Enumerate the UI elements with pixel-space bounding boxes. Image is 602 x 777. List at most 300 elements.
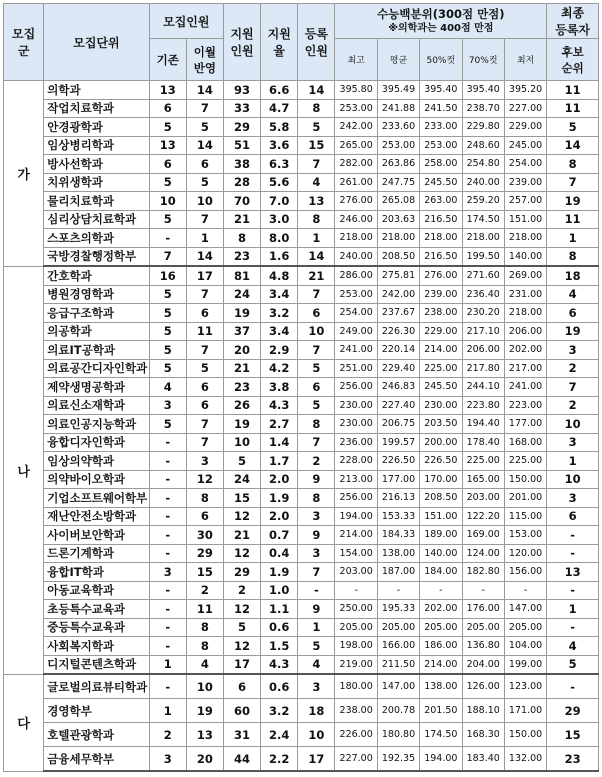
- enrolled-cell: 1: [298, 229, 335, 248]
- csat-p50-cell: 186.00: [420, 637, 462, 656]
- applicants-cell: 5: [223, 452, 260, 471]
- csat-avg-cell: 237.67: [377, 304, 419, 323]
- enrolled-cell: 2: [298, 452, 335, 471]
- rank-cell: 5: [547, 118, 599, 137]
- unit-cell: 의료인공지능학과: [44, 415, 149, 434]
- csat-max-cell: 253.00: [335, 99, 377, 118]
- enrolled-cell: 5: [298, 637, 335, 656]
- quota-base-cell: 5: [149, 304, 186, 323]
- csat-max-cell: 236.00: [335, 433, 377, 452]
- csat-p70-cell: 206.00: [462, 341, 504, 360]
- csat-max-cell: 282.00: [335, 155, 377, 174]
- csat-p50-cell: 208.50: [420, 489, 462, 508]
- applicants-cell: 15: [223, 489, 260, 508]
- enrolled-cell: 14: [298, 247, 335, 266]
- csat-min-cell: 171.00: [504, 699, 546, 723]
- quota-carry-cell: 17: [186, 266, 223, 285]
- unit-cell: 방사선학과: [44, 155, 149, 174]
- csat-max-cell: 226.00: [335, 723, 377, 747]
- csat-p50-cell: 245.50: [420, 173, 462, 192]
- rank-cell: 2: [547, 396, 599, 415]
- csat-p50-cell: 214.00: [420, 341, 462, 360]
- csat-min-cell: 227.00: [504, 99, 546, 118]
- csat-avg-cell: 242.00: [377, 285, 419, 304]
- enrolled-cell: 6: [298, 378, 335, 397]
- csat-min-cell: 218.00: [504, 304, 546, 323]
- quota-base-cell: 2: [149, 723, 186, 747]
- csat-min-cell: 395.20: [504, 81, 546, 100]
- csat-max-cell: 254.00: [335, 304, 377, 323]
- enrolled-cell: 1: [298, 618, 335, 637]
- quota-carry-cell: 14: [186, 136, 223, 155]
- applicants-cell: 44: [223, 747, 260, 772]
- applicants-cell: 51: [223, 136, 260, 155]
- csat-min-cell: 223.00: [504, 396, 546, 415]
- csat-p70-cell: 218.00: [462, 229, 504, 248]
- csat-max-cell: 261.00: [335, 173, 377, 192]
- rate-cell: 0.7: [261, 526, 298, 545]
- csat-p70-cell: 395.40: [462, 81, 504, 100]
- quota-carry-cell: 7: [186, 433, 223, 452]
- enrolled-cell: 9: [298, 526, 335, 545]
- csat-p50-cell: 216.50: [420, 210, 462, 229]
- csat-col-avg: 평균: [377, 39, 419, 81]
- csat-min-cell: 120.00: [504, 544, 546, 563]
- csat-max-cell: 286.00: [335, 266, 377, 285]
- csat-min-cell: 269.00: [504, 266, 546, 285]
- enrolled-cell: 9: [298, 600, 335, 619]
- enrolled-cell: 7: [298, 341, 335, 360]
- rate-cell: 4.8: [261, 266, 298, 285]
- quota-carry-cell: 6: [186, 396, 223, 415]
- table-row: [4, 396, 599, 415]
- rank-cell: 13: [547, 563, 599, 582]
- csat-p70-cell: 122.20: [462, 507, 504, 526]
- table-row: [4, 99, 599, 118]
- rank-cell: 4: [547, 285, 599, 304]
- rank-cell: -: [547, 581, 599, 600]
- csat-avg-cell: 265.08: [377, 192, 419, 211]
- csat-max-cell: 180.00: [335, 674, 377, 699]
- csat-p50-cell: 138.00: [420, 674, 462, 699]
- csat-avg-cell: 218.00: [377, 229, 419, 248]
- csat-min-cell: 153.00: [504, 526, 546, 545]
- csat-avg-cell: 216.13: [377, 489, 419, 508]
- rank-cell: 7: [547, 173, 599, 192]
- csat-min-cell: 202.00: [504, 341, 546, 360]
- applicants-cell: 6: [223, 674, 260, 699]
- enrolled-cell: 6: [298, 304, 335, 323]
- quota-base-cell: 4: [149, 378, 186, 397]
- quota-carry-cell: 15: [186, 563, 223, 582]
- rate-cell: 1.7: [261, 452, 298, 471]
- csat-note: ※의학과는 400점 만점: [388, 22, 494, 34]
- csat-min-cell: 254.00: [504, 155, 546, 174]
- csat-max-cell: 219.00: [335, 655, 377, 674]
- table-row: [4, 285, 599, 304]
- unit-cell: 사회복지학과: [44, 637, 149, 656]
- table-row: [4, 229, 599, 248]
- rate-cell: 4.3: [261, 396, 298, 415]
- unit-cell: 제약생명공학과: [44, 378, 149, 397]
- csat-p70-cell: 217.80: [462, 359, 504, 378]
- csat-min-cell: -: [504, 581, 546, 600]
- quota-base-cell: 6: [149, 99, 186, 118]
- table-row: [4, 304, 599, 323]
- csat-avg-cell: 205.00: [377, 618, 419, 637]
- csat-avg-cell: 166.00: [377, 637, 419, 656]
- enrolled-cell: 5: [298, 118, 335, 137]
- csat-max-cell: 240.00: [335, 247, 377, 266]
- unit-cell: 스포츠의학과: [44, 229, 149, 248]
- csat-max-cell: 251.00: [335, 359, 377, 378]
- enrolled-header: 등록 인원: [298, 4, 335, 81]
- rate-cell: 2.2: [261, 747, 298, 772]
- unit-cell: 응급구조학과: [44, 304, 149, 323]
- csat-title: 수능백분위(300점 만점): [377, 6, 505, 21]
- rate-cell: 6.6: [261, 81, 298, 100]
- csat-avg-cell: 275.81: [377, 266, 419, 285]
- table-row: [4, 544, 599, 563]
- table-row: [4, 747, 599, 772]
- unit-cell: 융합IT학과: [44, 563, 149, 582]
- rank-cell: 2: [547, 359, 599, 378]
- table-row: [4, 359, 599, 378]
- enrolled-cell: 3: [298, 544, 335, 563]
- rate-header: 지원 율: [261, 4, 298, 81]
- csat-max-cell: -: [335, 581, 377, 600]
- table-row: [4, 489, 599, 508]
- rate-cell: 5.8: [261, 118, 298, 137]
- csat-p70-cell: 126.00: [462, 674, 504, 699]
- csat-p50-cell: 229.00: [420, 322, 462, 341]
- quota-base-cell: -: [149, 507, 186, 526]
- rank-cell: 5: [547, 655, 599, 674]
- csat-min-cell: 147.00: [504, 600, 546, 619]
- applicants-cell: 24: [223, 470, 260, 489]
- csat-p70-cell: 124.00: [462, 544, 504, 563]
- csat-p50-cell: 205.00: [420, 618, 462, 637]
- quota-base-cell: 5: [149, 173, 186, 192]
- csat-avg-cell: -: [377, 581, 419, 600]
- csat-p50-cell: -: [420, 581, 462, 600]
- csat-min-cell: 245.00: [504, 136, 546, 155]
- csat-p70-cell: 271.60: [462, 266, 504, 285]
- unit-cell: 작업치료학과: [44, 99, 149, 118]
- csat-p70-cell: 240.00: [462, 173, 504, 192]
- unit-cell: 융합디자인학과: [44, 433, 149, 452]
- table-row: [4, 155, 599, 174]
- rate-cell: 3.0: [261, 210, 298, 229]
- csat-p50-cell: 395.40: [420, 81, 462, 100]
- rank-cell: 14: [547, 136, 599, 155]
- rate-cell: 4.2: [261, 359, 298, 378]
- quota-base-cell: -: [149, 600, 186, 619]
- enrolled-cell: 7: [298, 433, 335, 452]
- csat-min-cell: 104.00: [504, 637, 546, 656]
- final-header: 최종 등록자: [547, 4, 599, 39]
- csat-max-cell: 198.00: [335, 637, 377, 656]
- unit-header: 모집단위: [44, 4, 149, 81]
- quota-carry-cell: 5: [186, 118, 223, 137]
- quota-base-cell: 5: [149, 210, 186, 229]
- csat-p70-cell: 178.40: [462, 433, 504, 452]
- enrolled-cell: 7: [298, 155, 335, 174]
- rank-cell: 23: [547, 747, 599, 772]
- quota-carry-cell: 5: [186, 173, 223, 192]
- rank-cell: 8: [547, 247, 599, 266]
- csat-p50-cell: 233.00: [420, 118, 462, 137]
- csat-avg-cell: 226.30: [377, 322, 419, 341]
- applicants-cell: 12: [223, 507, 260, 526]
- quota-base-cell: -: [149, 229, 186, 248]
- rate-cell: 2.9: [261, 341, 298, 360]
- quota-carry-cell: 19: [186, 699, 223, 723]
- csat-avg-cell: 187.00: [377, 563, 419, 582]
- applicants-cell: 37: [223, 322, 260, 341]
- rank-cell: 3: [547, 489, 599, 508]
- unit-cell: 임상병리학과: [44, 136, 149, 155]
- enrolled-cell: 4: [298, 655, 335, 674]
- csat-p70-cell: 136.80: [462, 637, 504, 656]
- csat-min-cell: 132.00: [504, 747, 546, 772]
- enrolled-cell: 8: [298, 210, 335, 229]
- csat-avg-cell: 184.33: [377, 526, 419, 545]
- csat-p50-cell: 174.50: [420, 723, 462, 747]
- unit-cell: 금융세무학부: [44, 747, 149, 772]
- admission-results-table: [3, 3, 599, 772]
- csat-min-cell: 239.00: [504, 173, 546, 192]
- table-row: [4, 433, 599, 452]
- applicants-cell: 31: [223, 723, 260, 747]
- csat-min-cell: 156.00: [504, 563, 546, 582]
- csat-p70-cell: 182.80: [462, 563, 504, 582]
- quota-carry-cell: 4: [186, 655, 223, 674]
- applicants-cell: 12: [223, 637, 260, 656]
- applicants-cell: 2: [223, 581, 260, 600]
- enrolled-cell: 8: [298, 99, 335, 118]
- applicants-cell: 21: [223, 359, 260, 378]
- quota-carry-cell: 10: [186, 674, 223, 699]
- applicants-cell: 26: [223, 396, 260, 415]
- enrolled-cell: 7: [298, 285, 335, 304]
- csat-p70-cell: 217.10: [462, 322, 504, 341]
- unit-cell: 호텔관광학과: [44, 723, 149, 747]
- csat-max-cell: 395.80: [335, 81, 377, 100]
- applicants-cell: 8: [223, 229, 260, 248]
- csat-p50-cell: 241.50: [420, 99, 462, 118]
- quota-base-cell: 3: [149, 563, 186, 582]
- csat-min-cell: 225.00: [504, 452, 546, 471]
- quota-carry-cell: 8: [186, 618, 223, 637]
- csat-max-cell: 227.00: [335, 747, 377, 772]
- csat-min-cell: 205.00: [504, 618, 546, 637]
- rank-cell: 10: [547, 415, 599, 434]
- unit-cell: 병원경영학과: [44, 285, 149, 304]
- csat-p50-cell: 201.50: [420, 699, 462, 723]
- csat-avg-cell: 226.50: [377, 452, 419, 471]
- csat-min-cell: 168.00: [504, 433, 546, 452]
- table-row: [4, 266, 599, 285]
- rate-cell: 0.6: [261, 618, 298, 637]
- unit-cell: 디지털콘텐츠학과: [44, 655, 149, 674]
- quota-base-cell: -: [149, 452, 186, 471]
- quota-base-cell: -: [149, 637, 186, 656]
- csat-p70-cell: 188.10: [462, 699, 504, 723]
- quota-carry-cell: 7: [186, 285, 223, 304]
- csat-p50-cell: 200.00: [420, 433, 462, 452]
- rate-cell: 1.4: [261, 433, 298, 452]
- csat-min-cell: 123.00: [504, 674, 546, 699]
- table-row: [4, 563, 599, 582]
- unit-cell: 의료IT공학과: [44, 341, 149, 360]
- csat-min-cell: 115.00: [504, 507, 546, 526]
- rank-cell: 10: [547, 470, 599, 489]
- csat-avg-cell: 177.00: [377, 470, 419, 489]
- quota-base-cell: 5: [149, 322, 186, 341]
- applicants-cell: 60: [223, 699, 260, 723]
- applicants-cell: 5: [223, 618, 260, 637]
- rank-cell: 19: [547, 192, 599, 211]
- rate-cell: 4.7: [261, 99, 298, 118]
- table-body: [4, 81, 599, 772]
- unit-cell: 의료공간디자인학과: [44, 359, 149, 378]
- csat-p50-cell: 202.00: [420, 600, 462, 619]
- csat-p70-cell: 205.00: [462, 618, 504, 637]
- csat-p70-cell: 168.30: [462, 723, 504, 747]
- table-row: [4, 600, 599, 619]
- rank-cell: 15: [547, 723, 599, 747]
- rank-cell: -: [547, 526, 599, 545]
- csat-p70-cell: 174.50: [462, 210, 504, 229]
- csat-max-cell: 205.00: [335, 618, 377, 637]
- applicants-cell: 21: [223, 210, 260, 229]
- unit-cell: 물리치료학과: [44, 192, 149, 211]
- rank-cell: 6: [547, 304, 599, 323]
- rank-cell: 19: [547, 322, 599, 341]
- table-row: [4, 81, 599, 100]
- rate-cell: 1.9: [261, 489, 298, 508]
- csat-avg-cell: 208.50: [377, 247, 419, 266]
- csat-p70-cell: 203.00: [462, 489, 504, 508]
- rank-cell: -: [547, 674, 599, 699]
- csat-p50-cell: 245.50: [420, 378, 462, 397]
- csat-avg-cell: 246.83: [377, 378, 419, 397]
- rank-cell: 11: [547, 210, 599, 229]
- rank-cell: 8: [547, 155, 599, 174]
- csat-max-cell: 230.00: [335, 415, 377, 434]
- csat-p50-cell: 239.00: [420, 285, 462, 304]
- applicants-cell: 29: [223, 118, 260, 137]
- table-row: [4, 247, 599, 266]
- csat-avg-cell: 227.40: [377, 396, 419, 415]
- quota-carry-cell: 12: [186, 470, 223, 489]
- unit-cell: 글로벌의료뷰티학과: [44, 674, 149, 699]
- quota-carry-cell: 6: [186, 155, 223, 174]
- csat-p70-cell: 259.20: [462, 192, 504, 211]
- table-row: [4, 415, 599, 434]
- enrolled-cell: 3: [298, 674, 335, 699]
- csat-p50-cell: 194.00: [420, 747, 462, 772]
- unit-cell: 사이버보안학과: [44, 526, 149, 545]
- quota-carry-cell: 2: [186, 581, 223, 600]
- csat-max-cell: 203.00: [335, 563, 377, 582]
- group-cell: 가: [4, 81, 44, 267]
- csat-avg-cell: 395.49: [377, 81, 419, 100]
- quota-base-cell: 16: [149, 266, 186, 285]
- csat-p50-cell: 226.50: [420, 452, 462, 471]
- csat-p70-cell: 244.10: [462, 378, 504, 397]
- csat-min-cell: 217.00: [504, 359, 546, 378]
- quota-base-cell: -: [149, 618, 186, 637]
- csat-avg-cell: 247.75: [377, 173, 419, 192]
- unit-cell: 국방경찰행정학부: [44, 247, 149, 266]
- unit-cell: 간호학과: [44, 266, 149, 285]
- table-row: [4, 655, 599, 674]
- csat-avg-cell: 138.00: [377, 544, 419, 563]
- applicants-cell: 70: [223, 192, 260, 211]
- rate-cell: 3.2: [261, 304, 298, 323]
- table-row: [4, 581, 599, 600]
- unit-cell: 기업소프트웨어학부: [44, 489, 149, 508]
- rank-cell: 7: [547, 378, 599, 397]
- csat-p70-cell: 229.80: [462, 118, 504, 137]
- applicants-cell: 19: [223, 304, 260, 323]
- csat-min-cell: 199.00: [504, 655, 546, 674]
- quota-carry-cell: 7: [186, 341, 223, 360]
- unit-cell: 의학과: [44, 81, 149, 100]
- quota-carry-cell: 7: [186, 99, 223, 118]
- csat-min-cell: 206.00: [504, 322, 546, 341]
- rate-cell: 2.7: [261, 415, 298, 434]
- group-header-l1: 모집: [12, 27, 36, 41]
- rank-cell: 29: [547, 699, 599, 723]
- quota-base-cell: 5: [149, 118, 186, 137]
- rate-cell: 6.3: [261, 155, 298, 174]
- quota-base-cell: 13: [149, 81, 186, 100]
- csat-avg-cell: 147.00: [377, 674, 419, 699]
- quota-carry-cell: 6: [186, 507, 223, 526]
- quota-base-cell: 5: [149, 415, 186, 434]
- table-row: [4, 136, 599, 155]
- quota-base-cell: -: [149, 433, 186, 452]
- csat-avg-cell: 211.50: [377, 655, 419, 674]
- rate-cell: 5.6: [261, 173, 298, 192]
- enrolled-cell: 8: [298, 489, 335, 508]
- csat-min-cell: 241.00: [504, 378, 546, 397]
- quota-carry-cell: 10: [186, 192, 223, 211]
- csat-p50-cell: 203.50: [420, 415, 462, 434]
- enrolled-cell: 4: [298, 173, 335, 192]
- rank-cell: 3: [547, 341, 599, 360]
- csat-avg-cell: 233.60: [377, 118, 419, 137]
- table-row: [4, 452, 599, 471]
- unit-cell: 안경광학과: [44, 118, 149, 137]
- rank-cell: 11: [547, 81, 599, 100]
- csat-avg-cell: 200.78: [377, 699, 419, 723]
- rate-cell: 0.6: [261, 674, 298, 699]
- csat-p50-cell: 170.00: [420, 470, 462, 489]
- applicants-cell: 12: [223, 600, 260, 619]
- csat-avg-cell: 253.00: [377, 136, 419, 155]
- rank-cell: 6: [547, 507, 599, 526]
- csat-p50-cell: 184.00: [420, 563, 462, 582]
- unit-cell: 초등특수교육과: [44, 600, 149, 619]
- csat-p50-cell: 276.00: [420, 266, 462, 285]
- rate-cell: 0.4: [261, 544, 298, 563]
- rate-cell: 3.4: [261, 285, 298, 304]
- csat-max-cell: 249.00: [335, 322, 377, 341]
